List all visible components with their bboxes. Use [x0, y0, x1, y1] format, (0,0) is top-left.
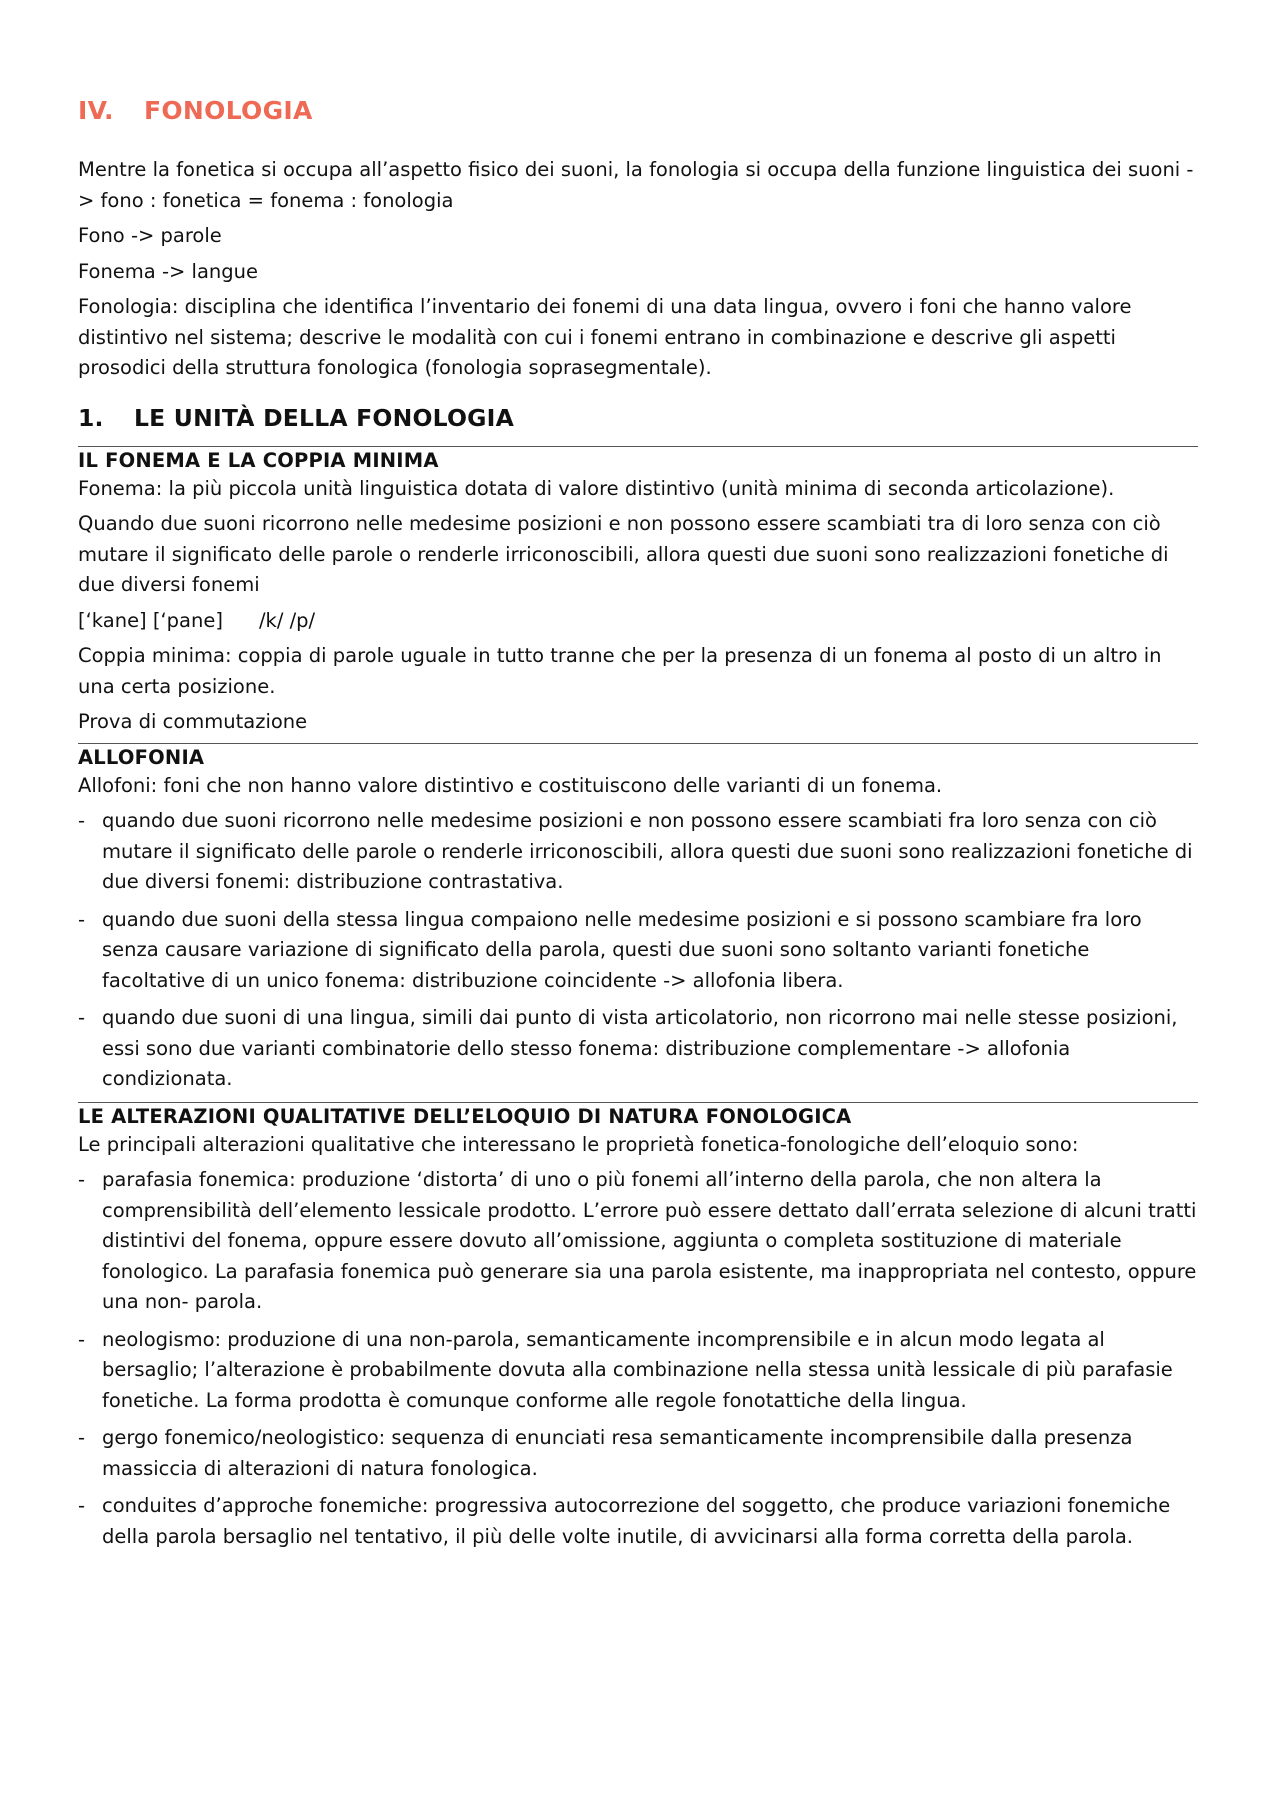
example-words: [‘kane] [‘pane]: [78, 608, 223, 632]
dash-bullet: -: [78, 809, 86, 832]
dash-bullet: -: [78, 1494, 86, 1517]
intro-paragraph-3: Fonema -> langue: [78, 259, 258, 283]
intro-paragraph-4: Fonologia: disciplina che identifica l’inventario dei fonemi di una data lingua, ovvero i foni che hanno valore distintivo nel sistema; descrive le modalità con cui i fonemi entrano in combinazione e descrive gli aspetti prosodici della struttura fonologica (fonologia soprasegmentale).: [78, 295, 1132, 379]
list-item: [78, 806, 1198, 898]
dash-bullet: -: [78, 1426, 86, 1449]
list-item-text: quando due suoni ricorrono nelle medesime posizioni e non possono essere scambiati fra loro senza con ciò mutare il significato delle parole o renderle irriconoscibili, allora questi due suoni sono realizzazioni fonetiche di due diversi fonemi: distribuzione contrastativa.: [102, 809, 1193, 893]
prova-commutazione: Prova di commutazione: [78, 710, 308, 733]
fonema-paragraph: Quando due suoni ricorrono nelle medesime posizioni e non possono essere scambiati tra di loro senza con ciò mutare il significato delle parole o renderle irriconoscibili, allora questi due suoni sono realizzazioni fonetiche di due diversi fonemi: [78, 512, 1169, 596]
list-item: [78, 1423, 1198, 1484]
example-phonemes: /k/ /p/: [258, 608, 316, 632]
allofoni-definition: Allofoni: foni che non hanno valore distintivo e costituiscono delle varianti di un fonema.: [78, 773, 943, 797]
subsection-title-allofonia: ALLOFONIA: [78, 743, 1198, 771]
list-item-text: quando due suoni della stessa lingua compaiono nelle medesime posizioni e si possono scambiare fra loro senza causare variazione di significato della parola, questi due suoni sono soltanto varianti fonetiche facoltative di un unico fonema: distribuzione coincidente -> allofonia libera.: [102, 907, 1142, 992]
coppia-minima-definition: Coppia minima: coppia di parole uguale in tutto tranne che per la presenza di un fonema al posto di un altro in una certa posizione.: [78, 644, 1162, 698]
subsection-title-alterazioni: LE ALTERAZIONI QUALITATIVE DELL’ELOQUIO DI NATURA FONOLOGICA: [78, 1102, 1198, 1130]
dash-bullet: -: [78, 1006, 86, 1029]
list-item: [78, 1325, 1198, 1417]
subsection-title-fonema: IL FONEMA E LA COPPIA MINIMA: [78, 446, 1198, 474]
intro-paragraph-2: Fono -> parole: [78, 224, 222, 247]
list-item-text: neologismo: produzione di una non-parola, semanticamente incomprensibile e in alcun modo legata al bersaglio; l’alterazione è probabilmente dovuta alla combinazione nella stessa unità lessicale di più parafasie fonetiche. La forma prodotta è comunque conforme alle regole fonotattiche della lingua.: [102, 1327, 1173, 1412]
list-item-text: conduites d’approche fonemiche: progressiva autocorrezione del soggetto, che produce variazioni fonemiche della parola bersaglio nel tentativo, il più delle volte inutile, di avvicinarsi alla forma corretta della parola.: [102, 1494, 1171, 1548]
list-item-text: quando due suoni di una lingua, simili dai punto di vista articolatorio, non ricorrono mai nelle stesse posizioni, essi sono due varianti combinatorie dello stesso fonema: distribuzione complementare -> allofonia condizionata.: [102, 1006, 1178, 1090]
list-item: [78, 1491, 1198, 1552]
dash-bullet: -: [78, 1327, 86, 1351]
allofonia-list: [78, 806, 1198, 1095]
section-title-text: LE UNITÀ DELLA FONOLOGIA: [134, 403, 514, 432]
example-line: [78, 606, 1198, 637]
list-item-text: parafasia fonemica: produzione ‘distorta’ di uno o più fonemi all’interno della parola, che non altera la comprensibilità dell’elemento lessicale prodotto. L’errore può essere dettato dall’errata selezione di alcuni tratti distintivi del fonema, oppure essere dovuto all’omissione, aggiunta o completa sostituzione di materiale fonologico. La parafasia fonemica può generare sia una parola esistente, ma inappropriata nel contesto, oppure una non- parola.: [102, 1168, 1197, 1313]
list-item: [78, 1165, 1198, 1318]
chapter-title-text: FONOLOGIA: [144, 96, 313, 125]
list-item: [78, 905, 1198, 997]
intro-paragraph-1: Mentre la fonetica si occupa all’aspetto fisico dei suoni, la fonologia si occupa della funzione linguistica dei suoni -> fono : fonetica = fonema : fonologia: [78, 158, 1194, 212]
dash-bullet: -: [78, 907, 86, 931]
section-title: [78, 404, 1198, 432]
alterazioni-list: [78, 1165, 1198, 1552]
chapter-title: [78, 96, 1198, 125]
list-item: [78, 1003, 1198, 1095]
chapter-number: IV.: [78, 96, 114, 125]
section-number: 1.: [78, 403, 104, 432]
fonema-definition: Fonema: la più piccola unità linguistica dotata di valore distintivo (unità minima di seconda articolazione).: [78, 476, 1115, 500]
list-item-text: gergo fonemico/neologistico: sequenza di enunciati resa semanticamente incomprensibile dalla presenza massiccia di alterazioni di natura fonologica.: [102, 1426, 1133, 1480]
alterazioni-intro: Le principali alterazioni qualitative che interessano le proprietà fonetica-fonologiche dell’eloquio sono:: [78, 1132, 1079, 1156]
dash-bullet: -: [78, 1168, 86, 1191]
